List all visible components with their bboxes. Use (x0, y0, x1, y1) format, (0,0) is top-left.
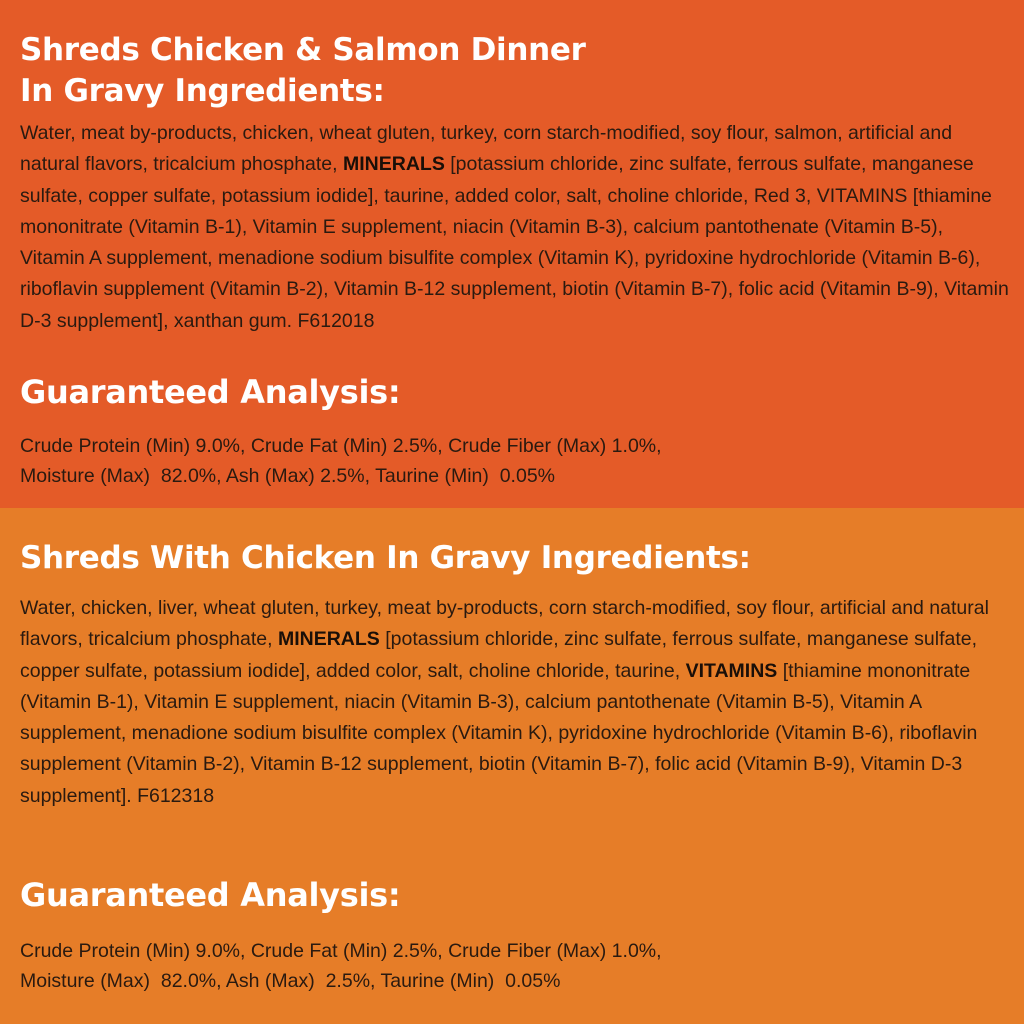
section2-ingredients-part3: [thiamine mononitrate (Vitamin B-1), Vitamin E supplement, niacin (Vitamin B-3), calcium pantothenate (Vitamin B-5), Vitamin A supplement, menadione sodium bisulfite complex (Vitamin K), pyridoxine hydrochloride (Vitamin B-6), riboflavin supplement (Vitamin B-2), Vitamin B-12 supplement, biotin (Vitamin B-7), folic acid (Vitamin B-9), Vitamin D-3 supplement]. F612318 (20, 659, 978, 807)
chicken-panel (0, 508, 1024, 1024)
section2-analysis-line1: Crude Protein (Min) 9.0%, Crude Fat (Min) 2.5%, Crude Fiber (Max) 1.0%, (20, 940, 662, 962)
section1-analysis-text (20, 431, 1012, 491)
section2-title: Shreds With Chicken In Gravy Ingredients: (20, 540, 751, 576)
section2-ingredients-text (20, 593, 1012, 812)
section1-ingredients-text (20, 118, 1012, 337)
section1-ingredients-part1: Water, meat by-products, chicken, wheat gluten, turkey, corn starch-modified, soy flour, salmon, artificial and natural flavors, tricalcium phosphate, (20, 122, 953, 176)
section2-ingredients-part2: [potassium chloride, zinc sulfate, ferrous sulfate, manganese sulfate, copper sulfate, potassium iodide], added color, salt, choline chloride, taurine, (20, 628, 978, 682)
section2-analysis-title: Guaranteed Analysis: (20, 876, 401, 914)
section1-analysis-title: Guaranteed Analysis: (20, 373, 401, 411)
section1-analysis-line2: Moisture (Max) 82.0%, Ash (Max) 2.5%, Taurine (Min) 0.05% (20, 465, 556, 487)
section2-minerals-label: MINERALS (277, 628, 380, 651)
section2-ingredients-part1: Water, chicken, liver, wheat gluten, turkey, meat by-products, corn starch-modified, soy flour, artificial and natural flavors, tricalcium phosphate, (20, 597, 989, 651)
section1-title-line1: Shreds Chicken & Salmon Dinner (20, 32, 586, 68)
section1-analysis-line1: Crude Protein (Min) 9.0%, Crude Fat (Min) 2.5%, Crude Fiber (Max) 1.0%, (20, 435, 662, 457)
section1-ingredients-part2: [potassium chloride, zinc sulfate, ferrous sulfate, manganese sulfate, copper sulfate, potassium iodide], taurine, added color, salt, choline chloride, Red 3, VITAMINS [thiamine mononitrate (Vitamin B-1), Vitamin E supplement, niacin (Vitamin B-3), calcium pantothenate (Vitamin B-5), Vitamin A supplement, menadione sodium bisulfite complex (Vitamin K), pyridoxine hydrochloride (Vitamin B-6), riboflavin supplement (Vitamin B-2), Vitamin B-12 supplement, biotin (Vitamin B-7), folic acid (Vitamin B-9), Vitamin D-3 supplement], xanthan gum. F612018 (20, 153, 1009, 332)
section1-title-line2: In Gravy Ingredients: (20, 73, 385, 109)
section2-vitamins-label: VITAMINS (685, 659, 778, 682)
chicken-salmon-panel (0, 0, 1024, 508)
section1-minerals-label: MINERALS (343, 153, 445, 176)
section2-analysis-text (20, 936, 1012, 996)
section2-analysis-line2: Moisture (Max) 82.0%, Ash (Max) 2.5%, Taurine (Min) 0.05% (20, 970, 561, 992)
